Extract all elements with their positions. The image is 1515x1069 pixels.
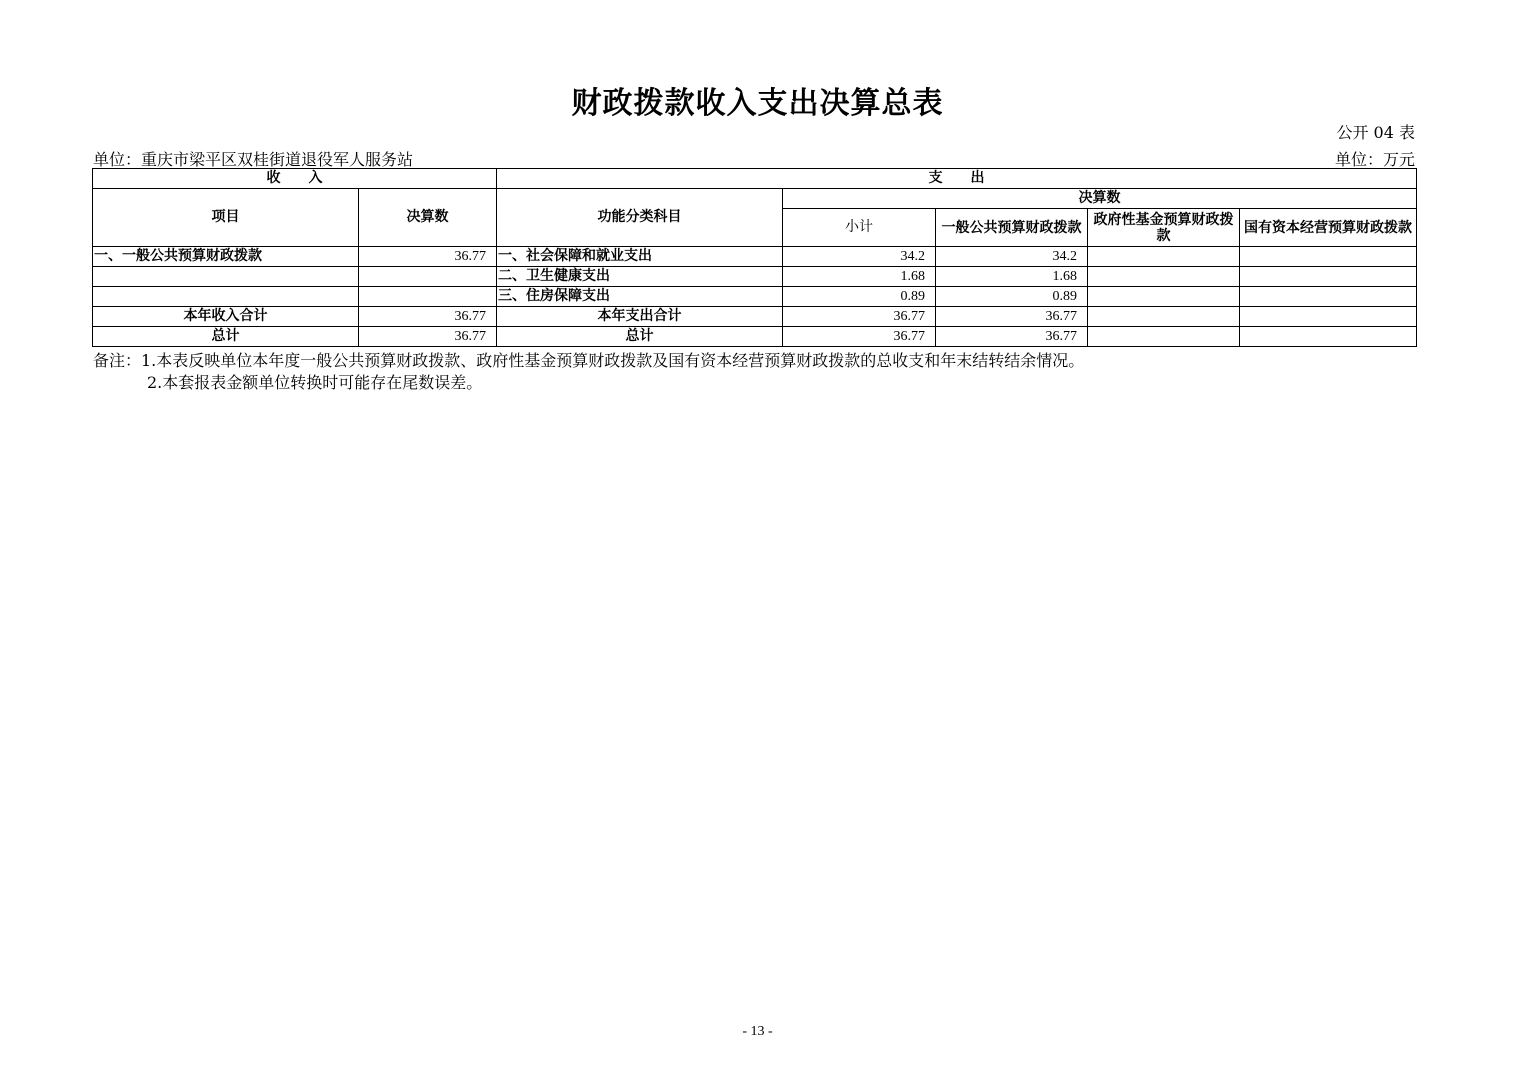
income-header: 收 入: [93, 169, 497, 189]
table-row: [93, 247, 1417, 267]
general-value: 1.68: [936, 267, 1088, 287]
income-grand-total-label: 总计: [93, 327, 359, 347]
income-item: 一、一般公共预算财政拨款: [93, 247, 359, 267]
general-value: 0.89: [936, 287, 1088, 307]
expense-item: 三、住房保障支出: [497, 287, 783, 307]
page-title: 财政拨款收入支出决算总表: [571, 86, 944, 121]
header-row-2: [93, 189, 1417, 209]
income-item: [93, 267, 359, 287]
gov-fund-value: [1088, 267, 1240, 287]
budget-table: [92, 168, 1417, 347]
subtotal-value: 36.77: [783, 307, 936, 327]
subtotal-value: 1.68: [783, 267, 936, 287]
gov-fund-value: [1088, 327, 1240, 347]
gov-fund-header: 政府性基金预算财政拨款: [1088, 209, 1240, 247]
grand-total-row: [93, 327, 1417, 347]
total-row: [93, 307, 1417, 327]
func-subject-header: 功能分类科目: [497, 189, 783, 247]
subtotal-value: 34.2: [783, 247, 936, 267]
gov-fund-value: [1088, 307, 1240, 327]
state-capital-value: [1240, 307, 1417, 327]
note-line-1: 备注：1.本表反映单位本年度一般公共预算财政拨款、政府性基金预算财政拨款及国有资本经营预算财政拨款的总收支和年末结转结余情况。: [93, 351, 1085, 370]
general-value: 34.2: [936, 247, 1088, 267]
state-capital-value: [1240, 327, 1417, 347]
income-item: [93, 287, 359, 307]
income-amount: [359, 267, 497, 287]
expense-item: 二、卫生健康支出: [497, 267, 783, 287]
expense-item: 一、社会保障和就业支出: [497, 247, 783, 267]
form-number: 公开 04 表: [1336, 123, 1415, 142]
expense-total-label: 本年支出合计: [497, 307, 783, 327]
unit-currency: 单位：万元: [1334, 150, 1415, 169]
state-capital-value: [1240, 267, 1417, 287]
expense-grand-total-label: 总计: [497, 327, 783, 347]
income-amount: 36.77: [359, 247, 497, 267]
income-total-amount: 36.77: [359, 307, 497, 327]
table-row: [93, 287, 1417, 307]
income-amount: [359, 287, 497, 307]
notes: [93, 350, 1084, 394]
gov-fund-value: [1088, 247, 1240, 267]
subtotal-value: 36.77: [783, 327, 936, 347]
subtotal-header: 小计: [783, 209, 936, 247]
unit-name: 单位：重庆市梁平区双桂街道退役军人服务站: [93, 150, 414, 169]
note-line-2: 2.本套报表金额单位转换时可能存在尾数误差。: [147, 373, 483, 392]
page-number: - 13 -: [742, 1024, 773, 1039]
item-header: 项目: [93, 189, 359, 247]
header-row-1: [93, 169, 1417, 189]
state-capital-value: [1240, 287, 1417, 307]
table-row: [93, 267, 1417, 287]
income-total-label: 本年收入合计: [93, 307, 359, 327]
final-amount-header: 决算数: [783, 189, 1417, 209]
subtotal-value: 0.89: [783, 287, 936, 307]
state-capital-header: 国有资本经营预算财政拨款: [1240, 209, 1417, 247]
general-budget-header: 一般公共预算财政拨款: [936, 209, 1088, 247]
income-grand-total-amount: 36.77: [359, 327, 497, 347]
state-capital-value: [1240, 247, 1417, 267]
general-value: 36.77: [936, 327, 1088, 347]
general-value: 36.77: [936, 307, 1088, 327]
expense-header: 支 出: [497, 169, 1417, 189]
amount-header: 决算数: [359, 189, 497, 247]
gov-fund-value: [1088, 287, 1240, 307]
